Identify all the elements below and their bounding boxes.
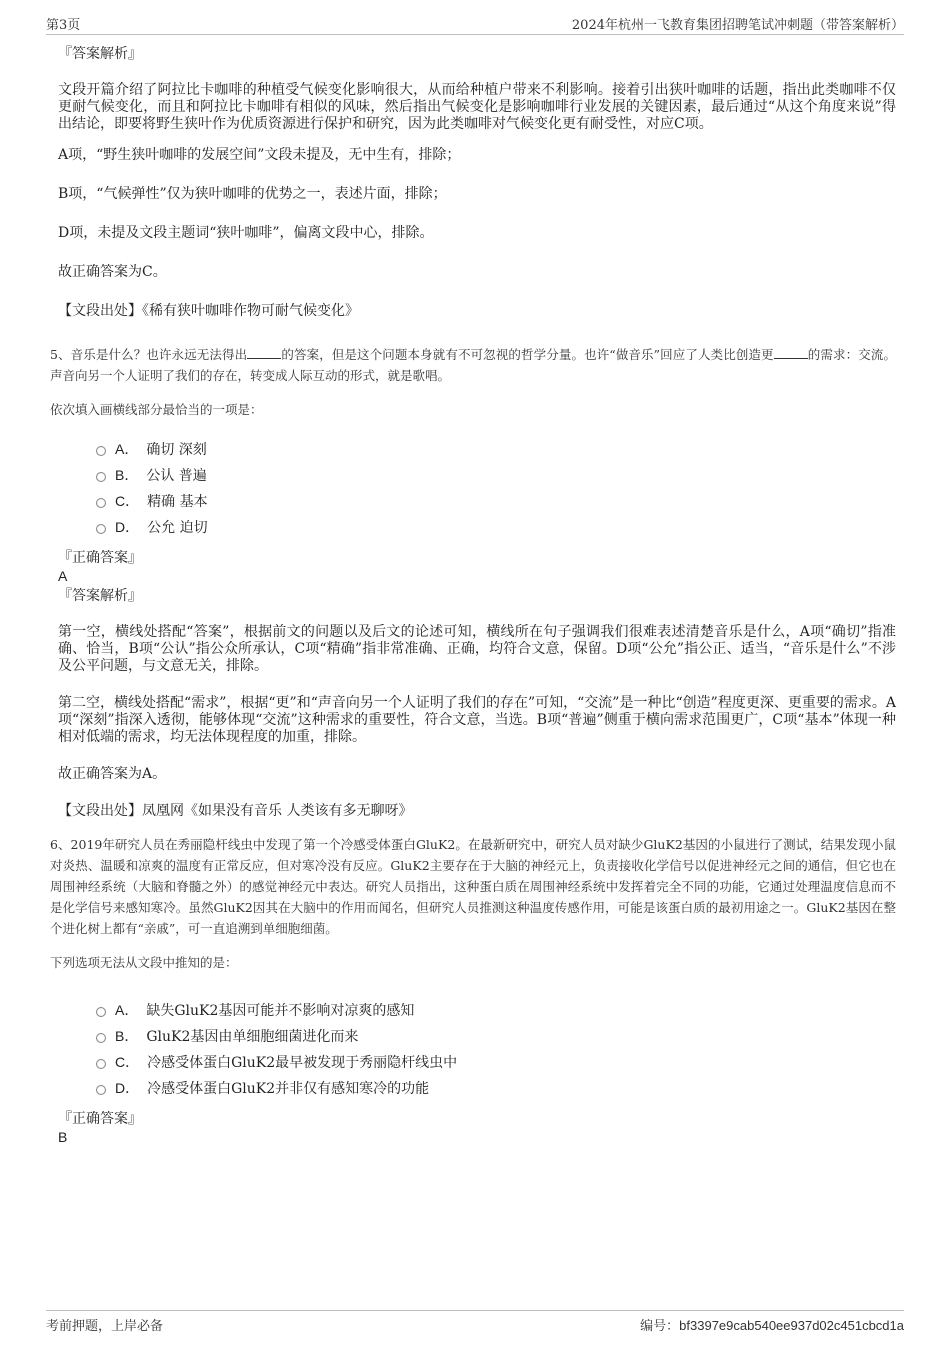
analysis-paragraph: D项，未提及文段主题词“狭叶咖啡”，偏离文段中心，排除。 — [58, 225, 434, 241]
fill-blank — [247, 346, 281, 359]
analysis-paragraph: 故正确答案为A。 — [58, 766, 167, 782]
correct-answer-label: 『正确答案』 — [58, 1111, 142, 1127]
radio-icon[interactable] — [96, 524, 106, 534]
page-content — [50, 44, 896, 1153]
analysis-paragraph: 文段开篇介绍了阿拉比卡咖啡的种植受气候变化影响很大，从而给种植户带来不利影响。接着引出狭叶咖啡的话题，指出此类咖啡不仅更耐气候变化，而且和阿拉比卡咖啡有相似的风味，然后指出气候变化是影响咖啡行业发展的关键因素，最后通过“从这个角度来说”得出结论，即要将野生狭叶作为优质资源进行保护和研究，因为此类咖啡对气候变化更有耐受性，对应C项。 — [58, 82, 896, 132]
page-footer — [46, 1310, 904, 1335]
option-a[interactable]: A． 确切 深刻 — [96, 436, 896, 462]
analysis-label: 『答案解析』 — [58, 46, 142, 62]
analysis-paragraph: B项，“气候弹性”仅为狭叶咖啡的优势之一，表述片面，排除； — [58, 186, 447, 202]
option-d[interactable]: D． 公允 迫切 — [96, 514, 896, 540]
analysis-paragraph: 第二空，横线处搭配“需求”，根据“更”和“声音向另一个人证明了我们的存在”可知，“交流”是一种比“创造”程度更深、更重要的需求。A项“深刻”指深入透彻，能够体现“交流”这种需求的重要性，符合文意，当选。B项“普遍”侧重于横向需求范围更广，C项“基本”体现一种相对低端的需求，均无法体现程度的加重，排除。 — [58, 695, 896, 745]
analysis-paragraph: A项，“野生狭叶咖啡的发展空间”文段未提及，无中生有，排除； — [58, 147, 461, 163]
radio-icon[interactable] — [96, 1059, 106, 1069]
analysis-label: 『答案解析』 — [58, 588, 142, 604]
correct-answer-label: 『正确答案』 — [58, 550, 142, 566]
option-c[interactable]: C． 冷感受体蛋白GluK2最早被发现于秀丽隐杆线虫中 — [96, 1049, 896, 1075]
fill-blank — [774, 346, 808, 359]
radio-icon[interactable] — [96, 472, 106, 482]
source-citation: 【文段出处】《稀有狭叶咖啡作物可耐气候变化》 — [58, 303, 359, 319]
question-stem: 5、音乐是什么？也许永远无法得出 的答案，但是这个问题本身就有不可忽视的哲学分量。也许“做音乐”回应了人类比创造更 的需求：交流。声音向另一个人证明了我们的存在，转变成人际互动的形式，就是歌唱。 — [50, 347, 896, 383]
radio-icon[interactable] — [96, 498, 106, 508]
radio-icon[interactable] — [96, 1085, 106, 1095]
option-b[interactable]: B． 公认 普遍 — [96, 462, 896, 488]
correct-answer: A — [58, 568, 68, 584]
page-header — [46, 12, 904, 35]
option-list — [96, 436, 896, 540]
document-title: 2024年杭州一飞教育集团招聘笔试冲刺题（带答案解析） — [571, 18, 904, 33]
analysis-paragraph: 故正确答案为C。 — [58, 264, 167, 280]
question-prompt: 依次填入画横线部分最恰当的一项是： — [50, 402, 263, 417]
question-prompt: 下列选项无法从文段中推知的是： — [50, 955, 238, 970]
question-6 — [50, 834, 896, 1145]
option-b[interactable]: B． GluK2基因由单细胞细菌进化而来 — [96, 1023, 896, 1049]
correct-answer: B — [58, 1129, 68, 1145]
source-citation: 【文段出处】凤凰网《如果没有音乐 人类该有多无聊呀》 — [58, 803, 413, 819]
option-a[interactable]: A． 缺失GluK2基因可能并不影响对凉爽的感知 — [96, 997, 896, 1023]
question-stem: 6、2019年研究人员在秀丽隐杆线虫中发现了第一个冷感受体蛋白GluK2。在最新研究中，研究人员对缺少GluK2基因的小鼠进行了测试，结果发现小鼠对炎热、温暖和凉爽的温度有正常反应，但对寒冷没有反应。GluK2主要存在于大脑的神经元上，负责接收化学信号以促进神经元之间的通信，但它也在周围神经系统（大脑和脊髓之外）的感觉神经元中表达。研究人员指出，这种蛋白质在周围神经系统中发挥着完全不同的功能，它通过处理温度信息而不是化学信号来感知寒冷。虽然GluK2因其在大脑中的作用而闻名，但研究人员推测这种温度传感作用，可能是该蛋白质的最初用途之一。GluK2基因在整个进化树上都有“亲戚”，可一直追溯到单细胞细菌。 — [50, 837, 896, 936]
footer-slogan: 考前押题，上岸必备 — [46, 1319, 164, 1334]
question-5 — [50, 344, 896, 820]
option-list — [96, 997, 896, 1101]
analysis-paragraph: 第一空，横线处搭配“答案”，根据前文的问题以及后文的论述可知，横线所在句子强调我们很难表述清楚音乐是什么，A项“确切”指准确、恰当，B项“公认”指公众所承认，C项“精确”指非常准确、正确，均符合文意，保留。D项“公允”指公正、适当，“音乐是什么”不涉及公平问题，与文意无关，排除。 — [58, 624, 896, 674]
document-code: 编号：bf3397e9cab540ee937d02c451cbcd1a — [640, 1318, 904, 1334]
option-c[interactable]: C． 精确 基本 — [96, 488, 896, 514]
page-number: 第3页 — [46, 18, 81, 33]
q4-analysis — [56, 44, 896, 320]
radio-icon[interactable] — [96, 1007, 106, 1017]
radio-icon[interactable] — [96, 446, 106, 456]
option-d[interactable]: D． 冷感受体蛋白GluK2并非仅有感知寒冷的功能 — [96, 1075, 896, 1101]
radio-icon[interactable] — [96, 1033, 106, 1043]
